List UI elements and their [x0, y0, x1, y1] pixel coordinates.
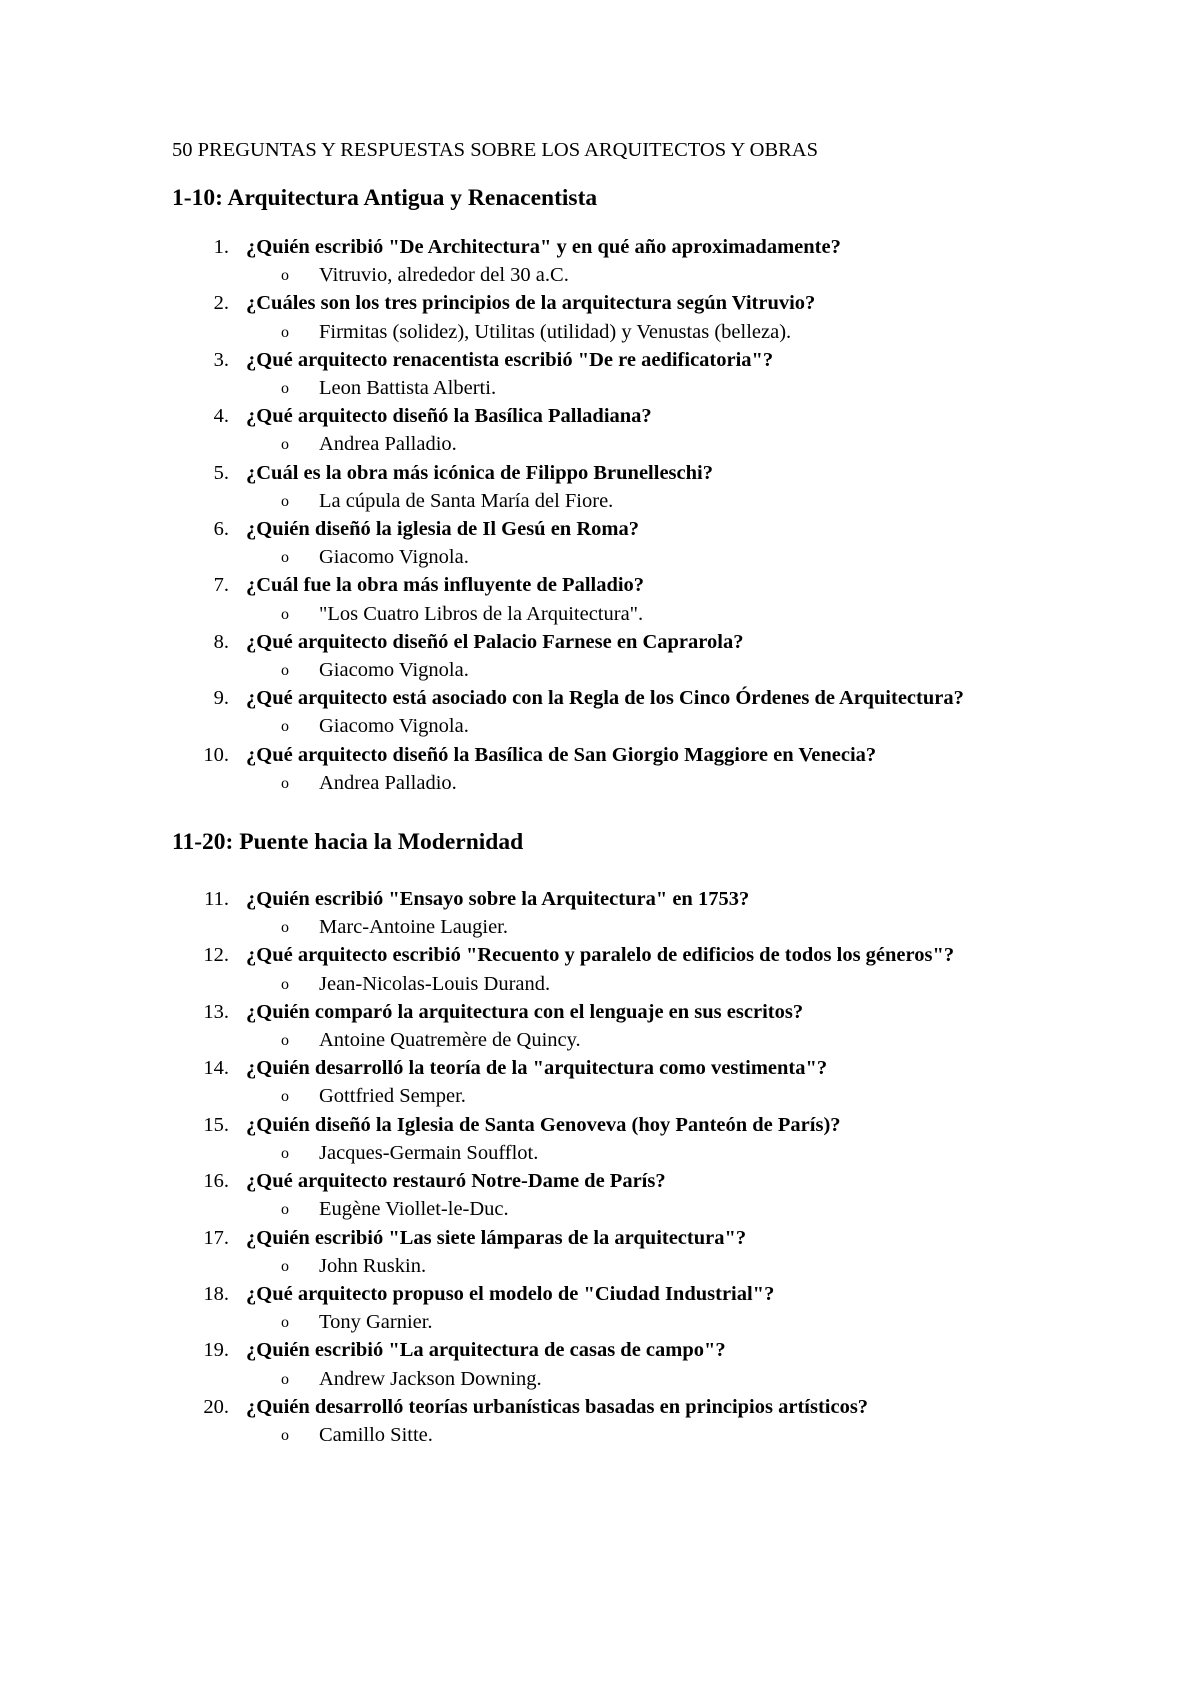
question-text: ¿Quién escribió "La arquitectura de casas de campo"? — [246, 1339, 726, 1362]
answer-text: Andrew Jackson Downing. — [319, 1367, 542, 1390]
list-item — [172, 402, 1072, 458]
question-list — [172, 233, 1072, 797]
answer-text: La cúpula de Santa María del Fiore. — [319, 489, 614, 512]
list-item — [172, 459, 1072, 515]
list-item — [172, 941, 1072, 997]
document-page — [172, 138, 1072, 1449]
answer — [246, 712, 1072, 740]
question-number: 5. — [213, 461, 229, 484]
question-number: 3. — [213, 348, 229, 371]
list-item — [172, 1167, 1072, 1223]
answer-text: Leon Battista Alberti. — [319, 377, 497, 400]
list-item — [172, 233, 1072, 289]
bullet-icon: o — [281, 1201, 289, 1219]
question-text: ¿Quién escribió "De Architectura" y en qué año aproximadamente? — [246, 236, 841, 258]
question-number: 1. — [213, 236, 229, 258]
bullet-icon: o — [281, 1257, 289, 1275]
bullet-icon: o — [281, 549, 289, 567]
question-number: 7. — [213, 574, 229, 597]
question-number: 13. — [203, 1000, 229, 1023]
answer-text: Giacomo Vignola. — [319, 546, 469, 569]
answer — [246, 1195, 1072, 1223]
list-item — [172, 885, 1072, 941]
answer-text: Gottfried Semper. — [319, 1085, 466, 1108]
answer-text: Jean-Nicolas-Louis Durand. — [319, 972, 551, 995]
answer-text: Firmitas (solidez), Utilitas (utilidad) y Venustas (belleza). — [319, 320, 792, 343]
list-item — [172, 998, 1072, 1054]
list-item — [172, 628, 1072, 684]
question-text: ¿Qué arquitecto diseñó la Basílica de San Giorgio Maggiore en Venecia? — [246, 743, 877, 766]
bullet-icon: o — [281, 1426, 289, 1444]
answer-text: Giacomo Vignola. — [319, 659, 469, 682]
question-number: 17. — [203, 1226, 229, 1249]
answer — [246, 1308, 1072, 1336]
answer-text: Antoine Quatremère de Quincy. — [319, 1029, 581, 1052]
answer-text: Vitruvio, alrededor del 30 a.C. — [319, 264, 569, 287]
question-text: ¿Qué arquitecto restauró Notre-Dame de París? — [246, 1170, 666, 1193]
answer-text: John Ruskin. — [319, 1254, 427, 1277]
question-text: ¿Qué arquitecto propuso el modelo de "Ciudad Industrial"? — [246, 1282, 775, 1305]
list-item — [172, 346, 1072, 402]
question-text: ¿Cuáles son los tres principios de la arquitectura según Vitruvio? — [246, 292, 816, 315]
question-text: ¿Quién desarrolló teorías urbanísticas basadas en principios artísticos? — [246, 1395, 869, 1418]
answer-text: "Los Cuatro Libros de la Arquitectura". — [319, 602, 644, 625]
answer — [246, 600, 1072, 628]
answer — [246, 1026, 1072, 1054]
question-number: 12. — [203, 944, 229, 967]
question-text: ¿Quién escribió "Ensayo sobre la Arquitectura" en 1753? — [246, 888, 750, 911]
question-text: ¿Quién comparó la arquitectura con el lenguaje en sus escritos? — [246, 1000, 804, 1023]
list-item — [172, 741, 1072, 797]
question-text: ¿Cuál es la obra más icónica de Filippo Brunelleschi? — [246, 461, 713, 484]
answer — [246, 430, 1072, 458]
question-number: 15. — [203, 1113, 229, 1136]
bullet-icon: o — [281, 1314, 289, 1332]
list-item — [172, 515, 1072, 571]
question-text: ¿Qué arquitecto está asociado con la Regla de los Cinco Órdenes de Arquitectura? — [246, 687, 964, 710]
answer — [246, 913, 1072, 941]
question-number: 2. — [213, 292, 229, 315]
bullet-icon: o — [281, 492, 289, 510]
question-text: ¿Cuál fue la obra más influyente de Palladio? — [246, 574, 645, 597]
list-item — [172, 1280, 1072, 1336]
list-item — [172, 1054, 1072, 1110]
answer-text: Andrea Palladio. — [319, 433, 457, 456]
answer — [246, 656, 1072, 684]
question-number: 20. — [203, 1395, 229, 1418]
answer — [246, 318, 1072, 346]
question-number: 16. — [203, 1170, 229, 1193]
question-text: ¿Quién diseñó la iglesia de Il Gesú en Roma? — [246, 518, 639, 541]
question-text: ¿Qué arquitecto diseñó la Basílica Palladiana? — [246, 405, 652, 428]
answer-text: Marc-Antoine Laugier. — [319, 916, 508, 939]
section-heading: 11-20: Puente hacia la Modernidad — [172, 829, 524, 856]
document-title: 50 PREGUNTAS Y RESPUESTAS SOBRE LOS ARQUITECTOS Y OBRAS — [172, 139, 818, 161]
bullet-icon: o — [281, 774, 289, 792]
bullet-icon: o — [281, 323, 289, 341]
answer — [246, 543, 1072, 571]
bullet-icon: o — [281, 919, 289, 937]
list-item — [172, 1336, 1072, 1392]
answer — [246, 1139, 1072, 1167]
answer — [246, 1252, 1072, 1280]
answer — [246, 1421, 1072, 1449]
answer — [246, 970, 1072, 998]
question-list — [172, 885, 1072, 1449]
list-item — [172, 684, 1072, 740]
answer-text: Camillo Sitte. — [319, 1423, 433, 1446]
bullet-icon: o — [281, 1370, 289, 1388]
bullet-icon: o — [281, 267, 289, 285]
list-item — [172, 289, 1072, 345]
list-item — [172, 1393, 1072, 1449]
answer — [246, 374, 1072, 402]
answer-text: Giacomo Vignola. — [319, 715, 469, 738]
question-number: 10. — [203, 743, 229, 766]
question-number: 14. — [203, 1057, 229, 1080]
section-heading: 1-10: Arquitectura Antigua y Renacentista — [172, 185, 598, 211]
answer-text: Andrea Palladio. — [319, 771, 457, 794]
question-text: ¿Quién diseñó la Iglesia de Santa Genoveva (hoy Panteón de París)? — [246, 1113, 841, 1136]
bullet-icon: o — [281, 662, 289, 680]
question-text: ¿Qué arquitecto renacentista escribió "De re aedificatoria"? — [246, 348, 774, 371]
bullet-icon: o — [281, 436, 289, 454]
answer-text: Tony Garnier. — [319, 1311, 433, 1334]
question-number: 19. — [203, 1339, 229, 1362]
bullet-icon: o — [281, 605, 289, 623]
bullet-icon: o — [281, 1144, 289, 1162]
question-number: 18. — [203, 1282, 229, 1305]
question-text: ¿Quién desarrolló la teoría de la "arquitectura como vestimenta"? — [246, 1057, 828, 1080]
question-number: 6. — [213, 518, 229, 541]
answer — [246, 769, 1072, 797]
bullet-icon: o — [281, 1088, 289, 1106]
question-number: 9. — [213, 687, 229, 710]
question-text: ¿Qué arquitecto escribió "Recuento y paralelo de edificios de todos los géneros"? — [246, 944, 955, 967]
bullet-icon: o — [281, 975, 289, 993]
list-item — [172, 1111, 1072, 1167]
bullet-icon: o — [281, 718, 289, 736]
bullet-icon: o — [281, 380, 289, 398]
question-text: ¿Quién escribió "Las siete lámparas de la arquitectura"? — [246, 1226, 747, 1249]
question-number: 8. — [213, 630, 229, 653]
answer — [246, 487, 1072, 515]
answer — [246, 261, 1072, 289]
answer — [246, 1082, 1072, 1110]
answer-text: Eugène Viollet-le-Duc. — [319, 1198, 509, 1221]
list-item — [172, 1224, 1072, 1280]
answer — [246, 1365, 1072, 1393]
bullet-icon: o — [281, 1032, 289, 1050]
list-item — [172, 571, 1072, 627]
question-number: 11. — [204, 888, 229, 911]
answer-text: Jacques-Germain Soufflot. — [319, 1141, 539, 1164]
question-text: ¿Qué arquitecto diseñó el Palacio Farnese en Caprarola? — [246, 630, 744, 653]
question-number: 4. — [213, 405, 229, 428]
